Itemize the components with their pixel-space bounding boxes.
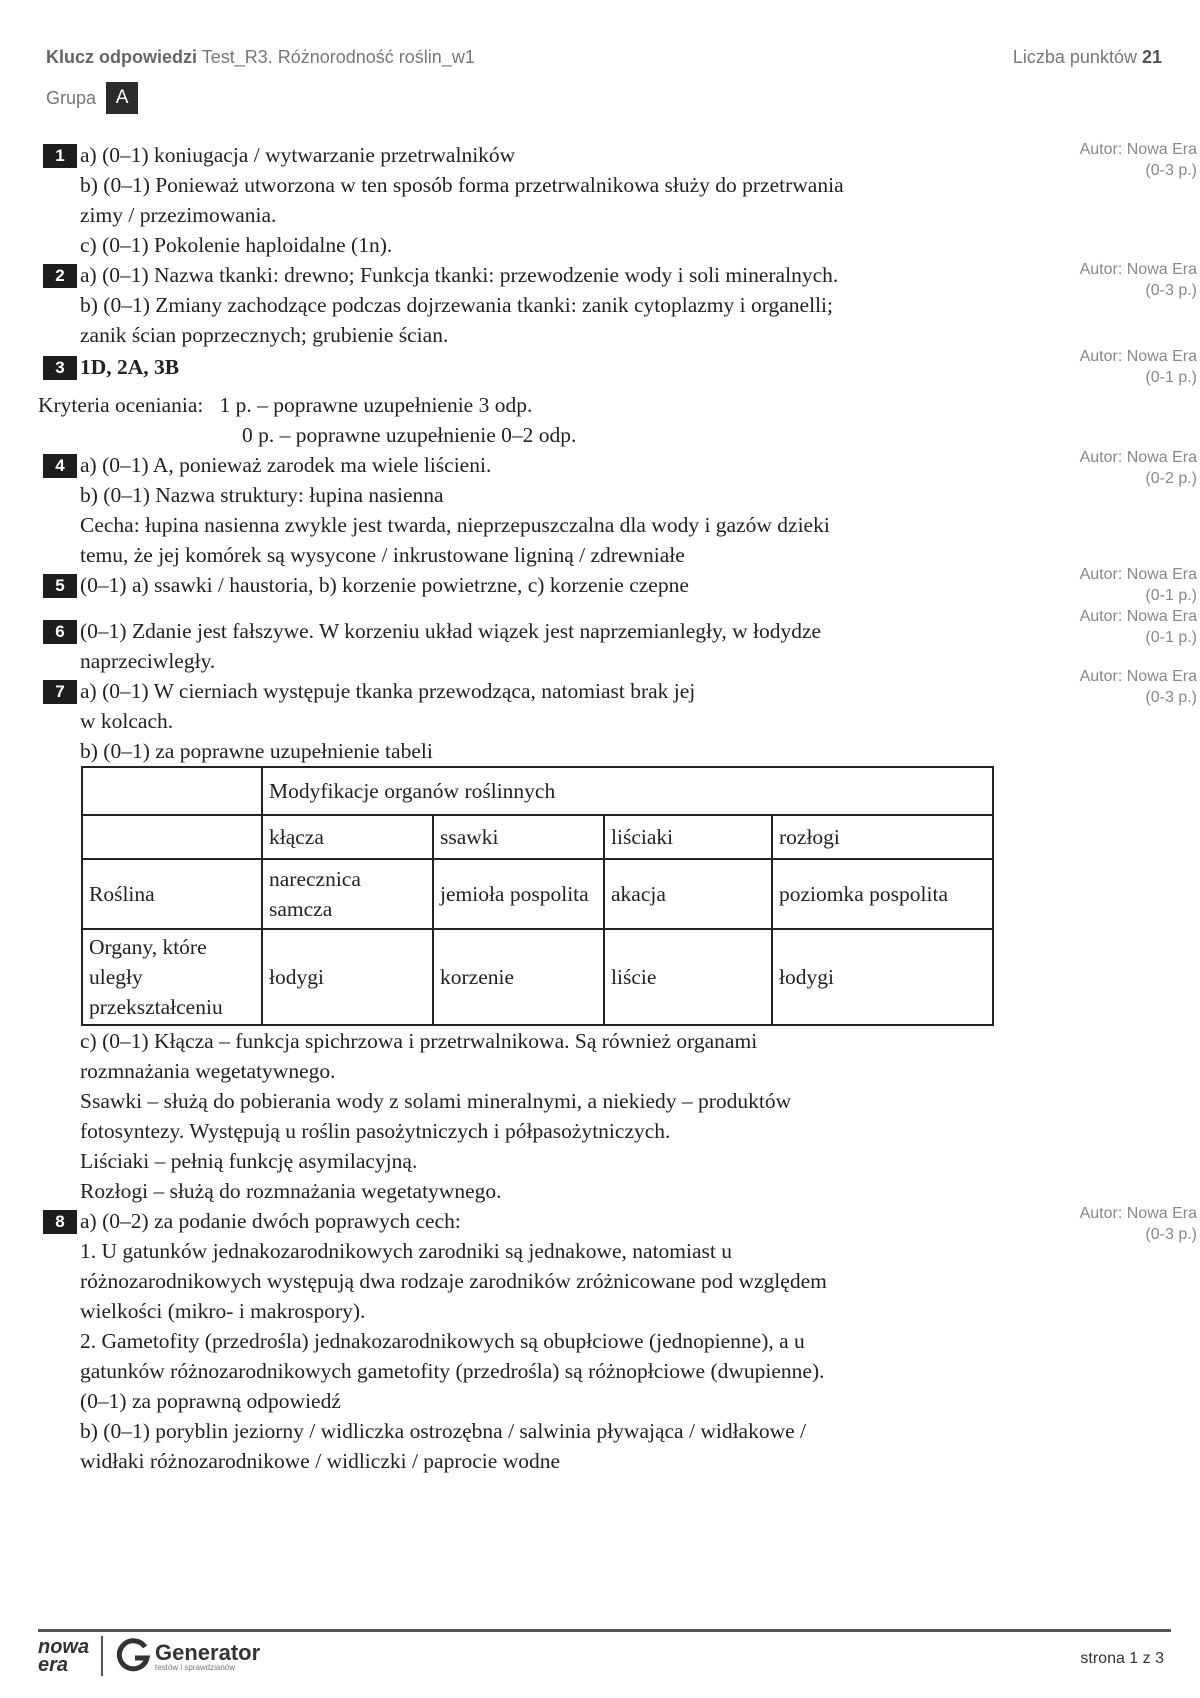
question-number: 4 — [43, 454, 77, 478]
nowa-era-logo: nowa era — [38, 1636, 90, 1676]
question-author: Autor: Nowa Era (0-1 p.) — [1079, 608, 1197, 646]
grading-criteria: Kryteria oceniania: 1 p. – poprawne uzupełnienie 3 odp. 0 p. – poprawne uzupełnienie 0–2 odp. — [38, 393, 577, 447]
table-cell: kłącza — [262, 815, 433, 859]
table-cell: narecznica samcza — [262, 859, 433, 929]
group-indicator: Grupa A — [46, 82, 138, 114]
question-author: Autor: Nowa Era (0-3 p.) — [1079, 261, 1197, 299]
answer: 1D, 2A, 3B — [80, 355, 180, 379]
points-total: Liczba punktów 21 — [1012, 47, 1162, 67]
question-number: 5 — [43, 574, 77, 598]
footer-logo — [38, 1636, 260, 1676]
question-number: 8 — [43, 1210, 77, 1234]
document-title: Klucz odpowiedzi Test_R3. Różnorodność roślin_w1 — [46, 47, 475, 67]
question-7: 7 Autor: Nowa Era (0-3 p.) a) (0–1) W cierniach występuje tkanka przewodząca, natomiast brak jej w kolcach. b) (0–1) za poprawne uzupełnienie tabeli Modyfikacje organów roślinnych kłącza ssawki liściaki rozłogi Roślina narecznica samcza jemioła pospolita akacja poziomka pospolita Organy, które uległy przekształceniu łodygi korzenie liście łodygi c) (0–1) Kłącza – funkcja spichrzowa i przetrwalnikowa. Są również organami rozmnażania wegetatywnego. Ssawki – służą do pobierania wody z solami mineralnymi, a niekiedy – produktów fotosyntezy. Występują u roślin pasożytniczych i półpasożytniczych. Liściaki – pełnią funkcję asymilacyjną. Rozłogi – służą do rozmnażania wegetatywnego. — [40, 676, 1040, 1206]
question-number: 7 — [43, 680, 77, 704]
generator-logo: Generator testów i sprawdzianów — [155, 1640, 261, 1672]
table-cell: ssawki — [433, 815, 604, 859]
question-author: Autor: Nowa Era (0-2 p.) — [1079, 449, 1197, 487]
group-badge: A — [106, 82, 138, 114]
question-6: 6 Autor: Nowa Era (0-1 p.) (0–1) Zdanie jest fałszywe. W korzeniu układ wiązek jest naprzemianległy, w łodydze naprzeciwległy. — [40, 616, 1040, 676]
question-author: Autor: Nowa Era (0-3 p.) — [1079, 1205, 1197, 1243]
table-cell: poziomka pospolita — [772, 859, 993, 929]
table-row — [82, 815, 993, 859]
question-5: 5 Autor: Nowa Era (0-1 p.) (0–1) a) ssawki / haustoria, b) korzenie powietrzne, c) korzenie czepne — [40, 570, 1040, 616]
table-row — [82, 767, 993, 815]
table-cell: korzenie — [433, 929, 604, 1025]
question-author: Autor: Nowa Era (0-1 p.) — [1079, 566, 1197, 604]
table-cell: łodygi — [262, 929, 433, 1025]
row-label: Organy, które uległy przekształceniu — [82, 929, 262, 1025]
question-author: Autor: Nowa Era (0-1 p.) — [1079, 348, 1197, 386]
table-header: Modyfikacje organów roślinnych — [262, 767, 993, 815]
question-4: 4 Autor: Nowa Era (0-2 p.) a) (0–1) A, ponieważ zarodek ma wiele liścieni. b) (0–1) Nazwa struktury: łupina nasienna Cecha: łupina nasienna zwykle jest twarda, nieprzepuszczalna dla wody i gazów dzieki temu, że jej komórek są wysycone / inkrustowane ligniną / zdrewniałe — [40, 450, 1040, 570]
table-cell: akacja — [604, 859, 772, 929]
answer-key-content — [38, 140, 1197, 1476]
footer-divider — [38, 1629, 1171, 1632]
question-3 — [38, 348, 1197, 450]
table-cell: rozłogi — [772, 815, 993, 859]
table-cell: łodygi — [772, 929, 993, 1025]
question-number: 1 — [43, 144, 77, 168]
question-2: 2 Autor: Nowa Era (0-3 p.) a) (0–1) Nazwa tkanki: drewno; Funkcja tkanki: przewodzenie wody i soli mineralnych. b) (0–1) Zmiany zachodzące podczas dojrzewania tkanki: zanik cytoplazmy i organelli; zanik ścian poprzecznych; grubienie ścian. — [40, 260, 1040, 350]
question-1: 1 Autor: Nowa Era (0-3 p.) a) (0–1) koniugacja / wytwarzanie przetrwalników b) (0–1) Ponieważ utworzona w ten sposób forma przetrwalnikowa służy do przetrwania zimy / przezimowania. c) (0–1) Pokolenie haploidalne (1n). — [40, 140, 1040, 260]
question-8: 8 Autor: Nowa Era (0-3 p.) a) (0–2) za podanie dwóch poprawych cech: 1. U gatunków jednakozarodnikowych zarodniki są jednakowe, natomiast u różnozarodnikowych występują dwa rodzaje zarodników zróżnicowane pod względem wielkości (mikro- i makrospory). 2. Gametofity (przedrośla) jednakozarodnikowych są obupłciowe (jednopienne), a u gatunków różnozarodnikowych gametofity (przedrośla) są różnopłciowe (dwupienne). (0–1) za poprawną odpowiedź b) (0–1) poryblin jeziorny / widliczka ostrozębna / salwinia pływająca / widłakowe / widłaki różnozarodnikowe / widliczki / paprocie wodne — [40, 1206, 1040, 1476]
table-cell: liście — [604, 929, 772, 1025]
table-cell: liściaki — [604, 815, 772, 859]
question-author: Autor: Nowa Era (0-3 p.) — [1079, 668, 1197, 706]
question-number: 2 — [43, 264, 77, 288]
table-row — [82, 929, 993, 1025]
question-author: Autor: Nowa Era (0-3 p.) — [1079, 141, 1197, 179]
generator-g-icon — [115, 1638, 151, 1674]
organ-modifications-table — [81, 766, 994, 1026]
table-row — [82, 859, 993, 929]
row-label: Roślina — [82, 859, 262, 929]
page-number: strona 1 z 3 — [1080, 1650, 1164, 1667]
question-number: 6 — [43, 620, 77, 644]
table-cell: jemioła pospolita — [433, 859, 604, 929]
question-number: 3 — [43, 356, 77, 380]
